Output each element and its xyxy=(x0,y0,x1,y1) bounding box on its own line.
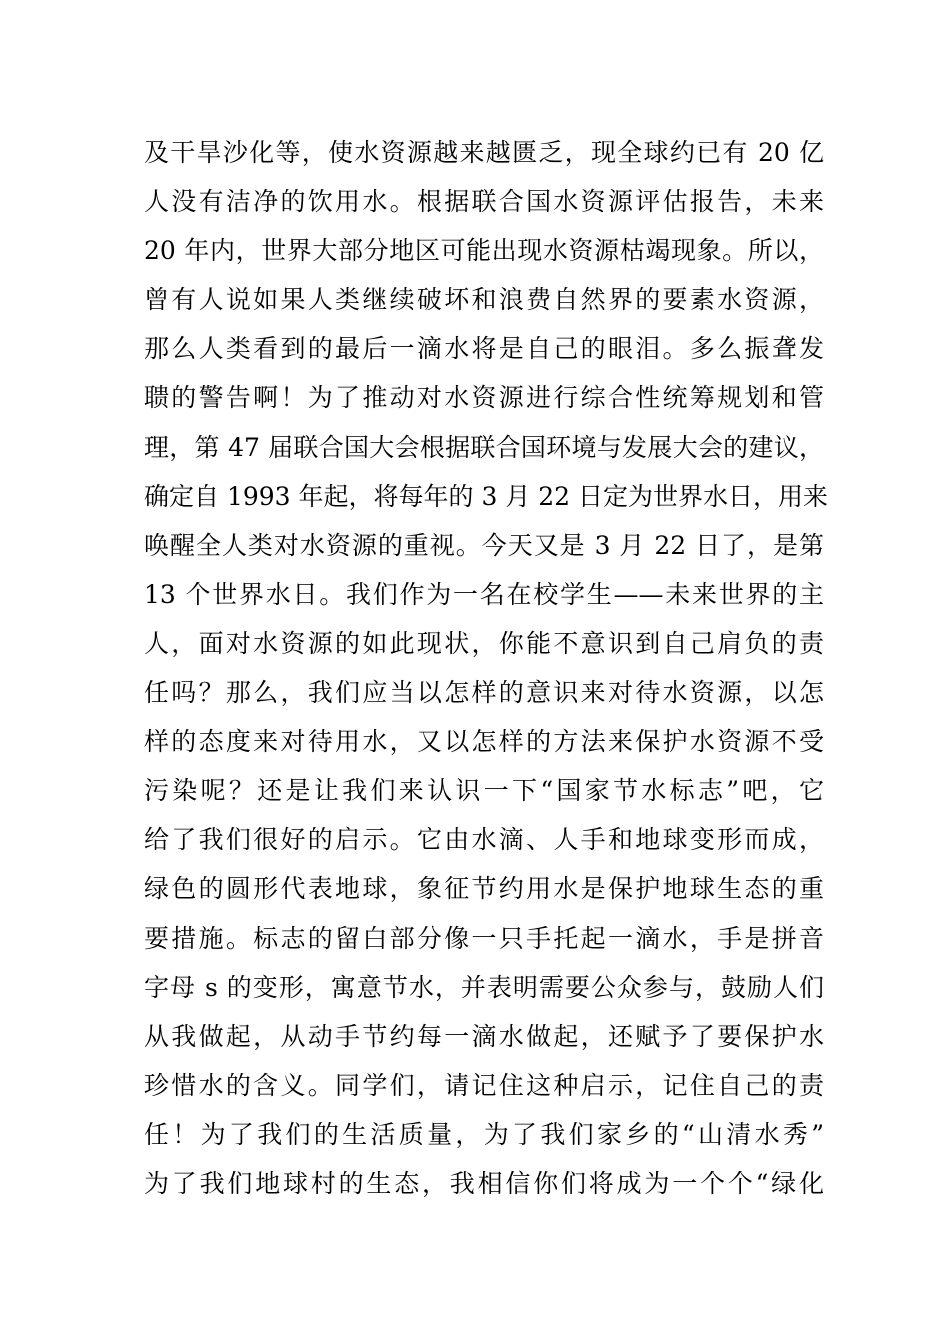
text-line: 从我做起，从动手节约每一滴水做起，还赋予了要保护水 xyxy=(144,1021,824,1051)
text-line: 珍惜水的含义。同学们，请记住这种启示，记住自己的责 xyxy=(144,1070,824,1100)
text-line: 给了我们很好的启示。它由水滴、人手和地球变形而成， xyxy=(144,825,824,855)
text-line: 绿色的圆形代表地球，象征节约用水是保护地球生态的重 xyxy=(144,874,824,904)
text-line: 唤醒全人类对水资源的重视。今天又是 3 月 22 日了，是第 xyxy=(144,530,824,560)
text-line: 13 个世界水日。我们作为一名在校学生——未来世界的主 xyxy=(144,579,824,609)
text-line: 为了我们地球村的生态，我相信你们将成为一个个“绿化 xyxy=(144,1168,824,1198)
text-line: 曾有人说如果人类继续破坏和浪费自然界的要素水资源， xyxy=(144,285,824,315)
text-line: 要措施。标志的留白部分像一只手托起一滴水，手是拼音 xyxy=(144,923,824,953)
text-line: 确定自 1993 年起，将每年的 3 月 22 日定为世界水日，用来 xyxy=(144,481,829,511)
text-line: 聩的警告啊！为了推动对水资源进行综合性统筹规划和管 xyxy=(144,383,824,413)
text-line: 理，第 47 届联合国大会根据联合国环境与发展大会的建议， xyxy=(144,432,824,462)
text-line: 污染呢？还是让我们来认识一下“国家节水标志”吧，它 xyxy=(144,776,824,806)
text-line: 那么人类看到的最后一滴水将是自己的眼泪。多么振聋发 xyxy=(144,334,824,364)
text-line: 人，面对水资源的如此现状，你能不意识到自己肩负的责 xyxy=(144,628,824,658)
text-line: 任吗？那么，我们应当以怎样的意识来对待水资源，以怎 xyxy=(144,678,824,708)
text-line: 人没有洁净的饮用水。根据联合国水资源评估报告，未来 xyxy=(144,187,824,217)
text-line: 任！为了我们的生活质量，为了我们家乡的“山清水秀” xyxy=(144,1119,824,1149)
text-line: 字母 s 的变形，寓意节水，并表明需要公众参与，鼓励人们 xyxy=(144,972,824,1002)
text-line: 20 年内，世界大部分地区可能出现水资源枯竭现象。所以， xyxy=(144,236,824,266)
text-line: 样的态度来对待用水，又以怎样的方法来保护水资源不受 xyxy=(144,727,824,757)
body-text xyxy=(144,128,829,1208)
text-line: 及干旱沙化等，使水资源越来越匮乏，现全球约已有 20 亿 xyxy=(144,138,824,167)
